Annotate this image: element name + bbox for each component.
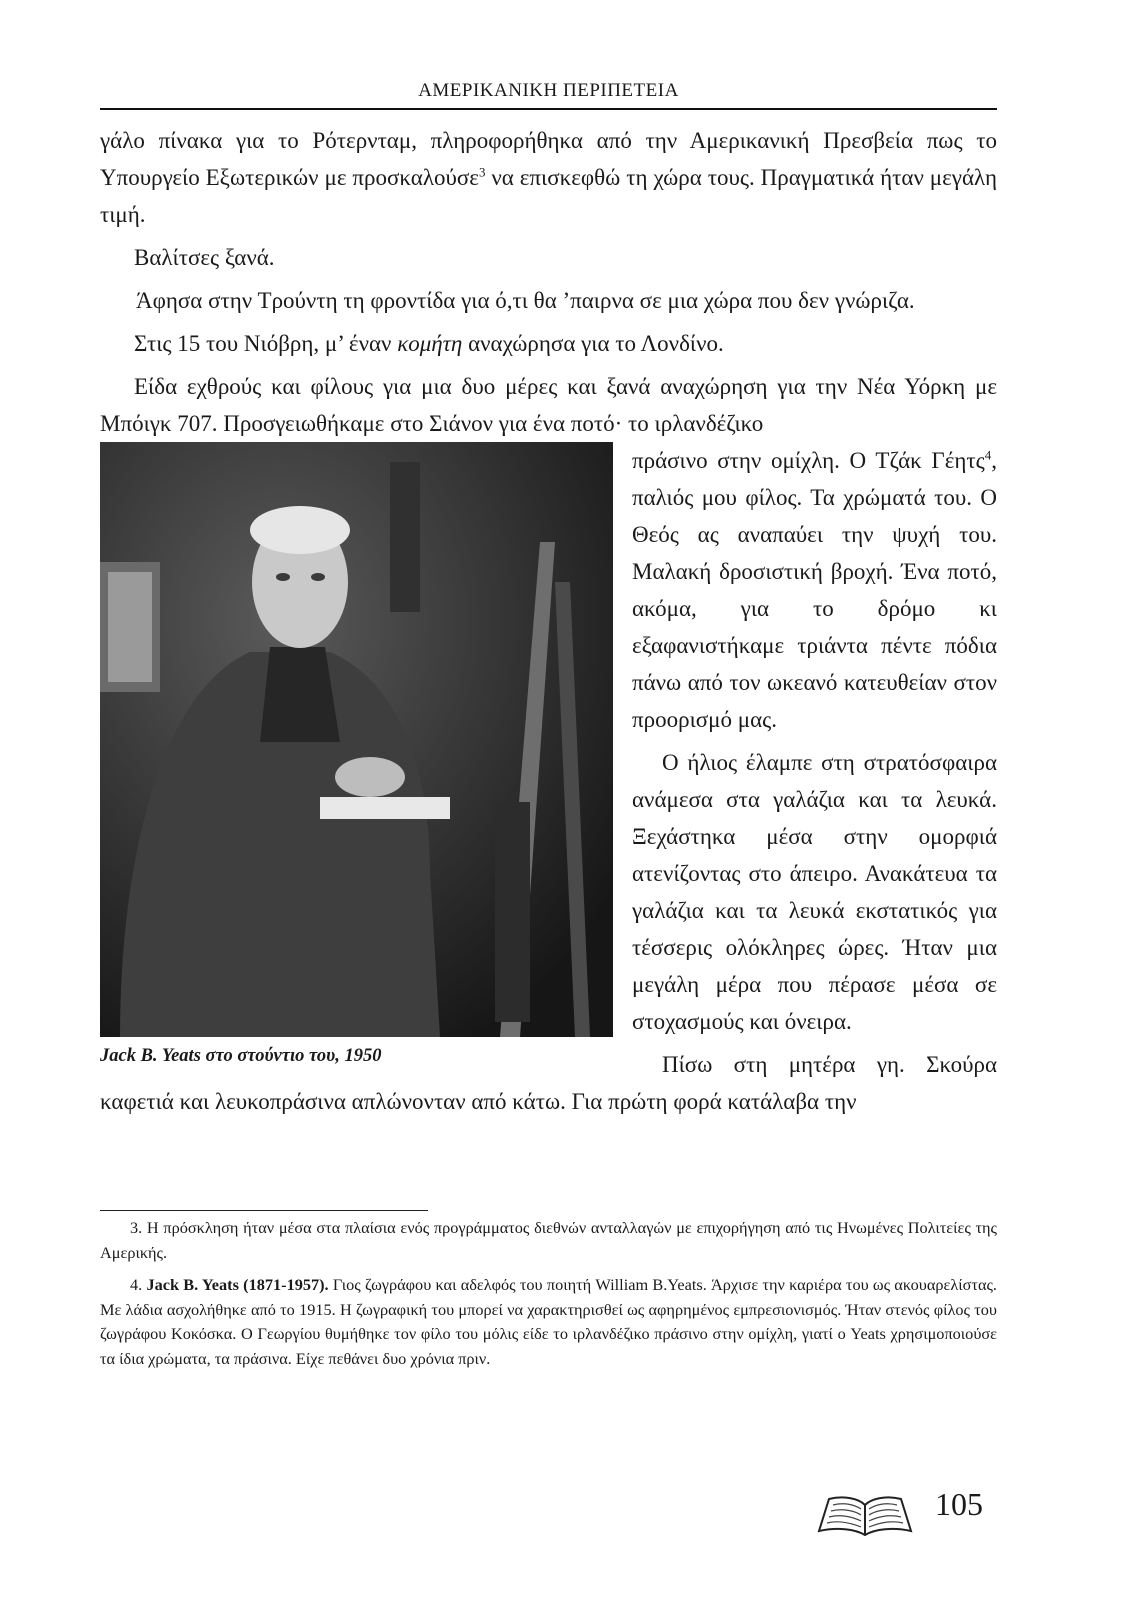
running-header: ΑΜΕΡΙΚΑΝΙΚΗ ΠΕΡΙΠΕΤΕΙΑ xyxy=(418,80,679,101)
paragraph-5-intro: Είδα εχθρούς και φίλους για μια δυο μέρες και ξανά αναχώρηση για την Νέα Υόρκη με Μπόιγκ 707. Προσγειωθήκαμε στο Σιάνον για ένα ποτό· το ιρλανδέζικο xyxy=(100,374,997,436)
paragraph-7: Πίσω στη μητέρα γη. Σκούρα καφετιά και λευκοπράσινα απλώνονταν από κάτω. Για πρώτη φορά κατάλαβα την xyxy=(100,1052,997,1114)
paragraph-5-side: πράσινο στην ομίχλη. Ο Τζάκ Γέητς$^4$, παλιός μου φίλος. Τα χρώματά του. Ο Θεός ας αναπαύει την ψυχή του. Μαλακή δροσιστική βροχή. Ένα ποτό, ακόμα, για το δρόμο κι εξαφανιστήκαμε τριάντα πέντε πόδια πάνω από τον ωκεανό κατευθείαν στον προορισμό μας. xyxy=(632,447,997,732)
open-book-icon xyxy=(815,1493,915,1537)
footnote-3: 3. Η πρόσκληση ήταν μέσα στα πλαίσια ενός προγράμματος διεθνών ανταλλαγών με επιχορήγηση από τις Ηνωμένες Πολιτείες της Αμερικής. xyxy=(100,1218,997,1262)
header-rule xyxy=(100,108,997,110)
footnote-ref-3: 3 xyxy=(478,164,486,180)
paragraph-3: Άφησα στην Τρούντη τη φροντίδα για ό,τι θα ’παιρνα σε μια χώρα που δεν γνώριζα. xyxy=(136,288,915,313)
paragraph-6: Ο ήλιος έλαμπε στη στρατόσφαιρα ανάμεσα στα γαλάζια και τα λευκά. Ξεχάστηκα μέσα στην ομορφιά ατενίζοντας στο άπειρο. Ανακάτευα τα γαλάζια και τα λευκά εκστατικός για τέσσερις ολόκληρες ώρες. Ήταν μια μεγάλη μέρα που πέρασε μέσα σε στοχασμούς και όνειρα. xyxy=(632,750,997,1034)
photo-yeats-in-studio xyxy=(100,442,613,1037)
footnotes xyxy=(100,1216,997,1379)
paragraph-2: Βαλίτσες ξανά. xyxy=(134,245,275,270)
paragraph-4: Στις 15 του Νιόβρη, μ’ έναν κομήτη αναχώρησα για το Λονδίνο. xyxy=(134,331,724,356)
italic-word: κομήτη xyxy=(397,331,463,356)
photo-caption: Jack B. Yeats στο στούντιο του, 1950 xyxy=(100,1046,382,1066)
photo-figure xyxy=(100,442,620,1071)
footnote-4-title: Jack B. Yeats (1871-1957). xyxy=(146,1275,329,1294)
footnote-4: 4. Jack B. Yeats (1871-1957). Γιος ζωγράφου και αδελφός του ποιητή William B.Yeats. Άρχισε την καριέρα του ως ακουαρελίστας. Με λάδια ασχολήθηκε από το 1915. Η ζωγραφική του μπορεί να χαρακτηρισθεί ως αφηρημένος εμπρεσιονισμός. Ήταν στενός φίλος του ζωγράφου Κοκόσκα. Ο Γεωργίου θυμήθηκε τον φίλο του μόλις είδε το ιρλανδέζικο πράσινο στην ομίχλη, γιατί ο Yeats χρησιμοποιούσε τα ίδια χρώματα, τα πράσινα. Είχε πεθάνει δυο χρόνια πριν. xyxy=(100,1275,998,1368)
page-number: 105 xyxy=(935,1486,983,1522)
footnote-rule xyxy=(100,1210,428,1211)
footnote-ref-4: 4 xyxy=(984,447,992,463)
paragraph-1: γάλο πίνακα για το Ρότερνταμ, πληροφορήθηκα από την Αμερικανική Πρεσβεία πως το Υπουργείο Εξωτερικών με προσκαλούσε$^3$ να επισκεφθώ τη χώρα τους. Πραγματικά ήταν μεγάλη τιμή. xyxy=(100,128,997,227)
body-text xyxy=(100,122,997,1120)
